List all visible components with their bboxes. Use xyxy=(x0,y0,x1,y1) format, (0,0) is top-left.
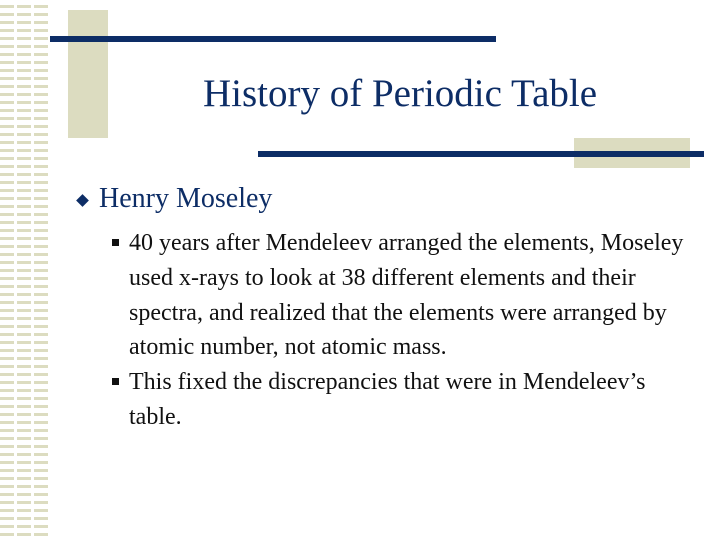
diamond-bullet-icon xyxy=(76,194,89,207)
striped-margin-decoration xyxy=(0,0,50,540)
list-item xyxy=(112,365,697,435)
slide-title: History of Periodic Table xyxy=(202,72,598,115)
list-item-text: 40 years after Mendeleev arranged the elements, Moseley used x-rays to look at 38 different elements and their spectra, and realized that the elements were arranged by atomic number, not atomic mass. xyxy=(129,230,684,361)
top-rule-bar xyxy=(50,36,496,42)
list-item xyxy=(112,226,697,365)
top-accent-block xyxy=(68,10,108,138)
square-bullet-icon xyxy=(112,378,119,385)
heading-bullet-row xyxy=(78,180,272,218)
sub-bullet-list xyxy=(112,226,697,435)
middle-rule-bar xyxy=(258,151,704,157)
list-item-text: This fixed the discrepancies that were in Mendeleev’s table. xyxy=(129,369,646,430)
heading-text: Henry Moseley xyxy=(99,183,273,214)
square-bullet-icon xyxy=(112,239,119,246)
